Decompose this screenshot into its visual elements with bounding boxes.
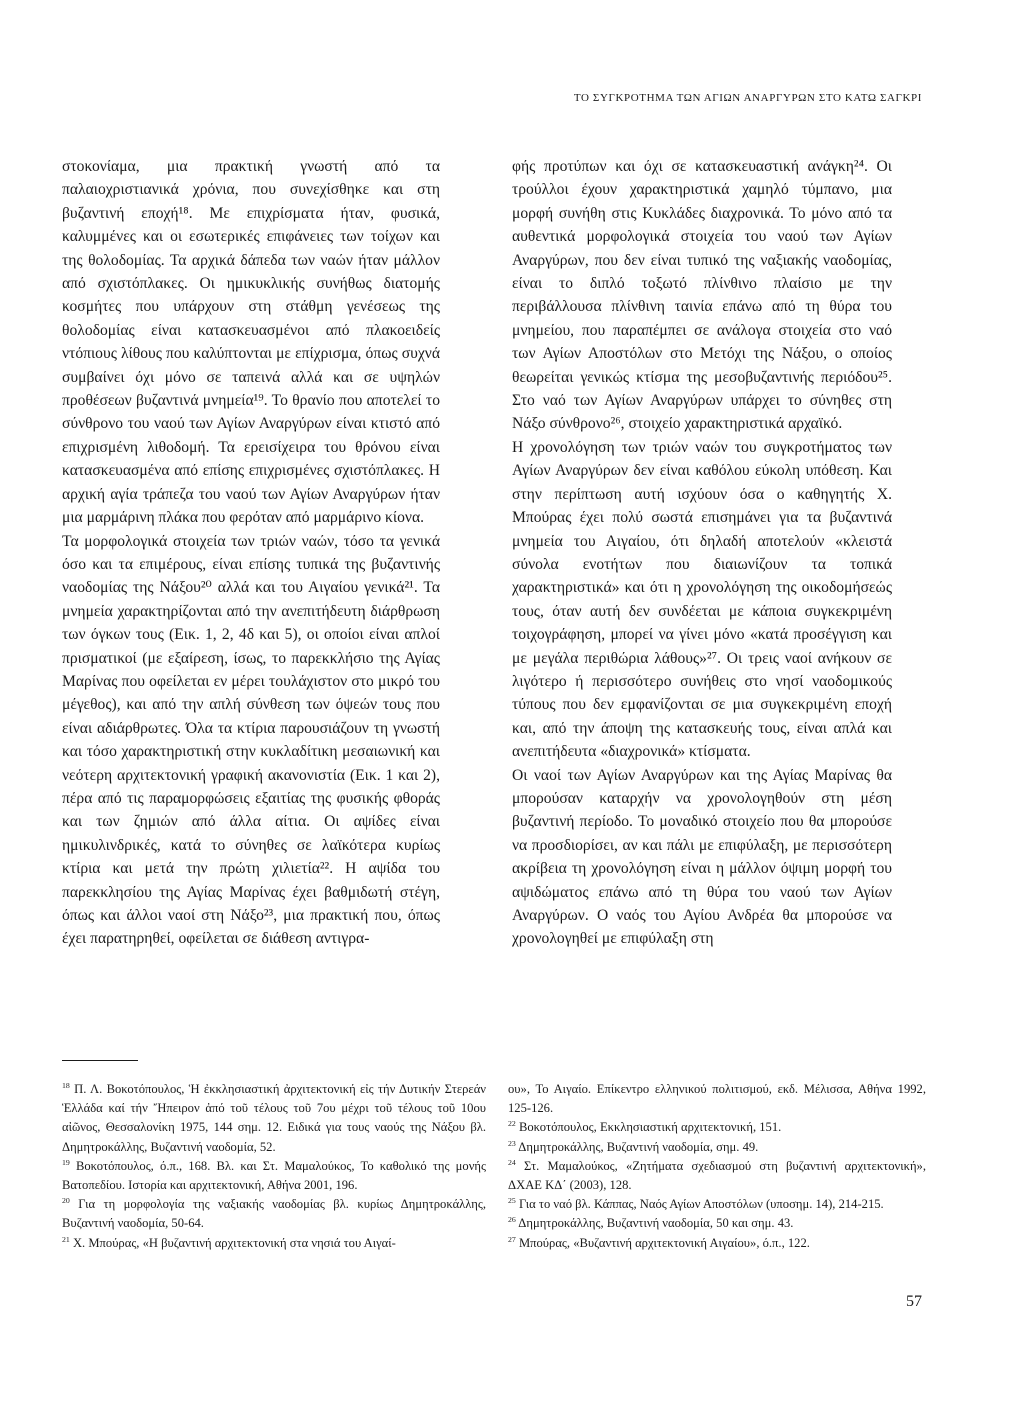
paragraph: Οι ναοί των Αγίων Αναργύρων και της Αγίας Μαρίνας θα μπορούσαν καταρχήν να χρονολογηθούν στη μέση βυζαντινή περίοδο. Το μοναδικό στοιχείο που θα μπορούσε να προσδιορίσει, αν και πάλι με επιφύλαξη, με περισσότερη ακρίβεια τη χρονολόγηση είναι η μάλλον όψιμη μορφή του αψιδώματος επάνω από τη θύρα του ναού των Αγίων Αναργύρων. Ο ναός του Αγίου Ανδρέα θα μπορούσε να χρονολογηθεί με επιφύλαξη στη [512, 766, 892, 948]
footnote [62, 1157, 486, 1195]
footnote-text: Δημητροκάλλης, Βυζαντινή ναοδομία, 50 και σημ. 43. [518, 1216, 794, 1231]
footnote-text: Χ. Μπούρας, «Η βυζαντινή αρχιτεκτονική στα νησιά του Αιγαί- [72, 1235, 396, 1250]
footnote-number: 23 [508, 1138, 516, 1148]
footnote-text: Δημητροκάλλης, Βυζαντινή ναοδομία, σημ. 49. [518, 1139, 759, 1154]
paragraph: Η χρονολόγηση των τριών ναών του συγκροτήματος των Αγίων Αναργύρων δεν είναι καθόλου εύκολη υπόθεση. Και στην περίπτωση αυτή ισχύουν όσα ο καθηγητής Χ. Μπούρας έχει πολύ σωστά επισημάνει για τα βυζαντινά μνημεία του Αιγαίου, ότι δηλαδή αποτελούν «κλειστά σύνολα ενοτήτων που διαιωνίζουν τα τοπικά χαρακτηριστικά» και ότι η χρονολόγηση της οικοδομήσεώς τους, όταν αυτή δεν συνδέεται με κάποια συγκεκριμένη τοιχογράφηση, μπορεί να γίνει μόνο «κατά προσέγγιση και με μεγάλα περιθώρια λάθους»²⁷. Οι τρεις ναοί ανήκουν σε λιγότερο ή περισσότερο συνήθεις στο νησί ναοδομικούς τύπους που δεν εμφανίζονται σε μια συγκεκριμένη εποχή και, από την άποψη της κατασκευής τους, είναι απλά και ανεπιτήδευτα «διαχρονικά» κτίσματα. [512, 438, 892, 761]
footnote [508, 1195, 926, 1214]
footnote [508, 1118, 926, 1137]
footnote-divider [62, 1060, 138, 1061]
footnote-text: Π. Λ. Βοκοτόπουλος, Ἡ ἐκκλησιαστική ἀρχιτεκτονική εἰς τήν Δυτικήν Στερεάν Ἑλλάδα καί τήν Ἤπειρον ἀπό τοῦ τέλους τοῦ 7ου μέχρι τοῦ τέλους τοῦ 10ου αἰῶνος, Θεσσαλονίκη 1975, 144 σημ. 12. Ειδικά για τους ναούς της Νάξου βλ. Δημητροκάλλης, Βυζαντινή ναοδομία, 52. [62, 1082, 486, 1154]
paragraph: στοκονίαμα, μια πρακτική γνωστή από τα παλαιοχριστιανικά χρόνια, που συνεχίσθηκε και στη βυζαντινή εποχή¹⁸. Με επιχρίσματα ήταν, φυσικά, καλυμμένες και οι εσωτερικές επιφάνειες των τοίχων και της θολοδομίας. Τα αρχικά δάπεδα των ναών ήταν μάλλον από σχιστόπλακες. Οι ημικυκλικής συνήθως διατομής κοσμήτες που υπάρχουν στη στάθμη γενέσεως της θολοδομίας είναι κατασκευασμένοι από πλακοειδείς ντόπιους λίθους που καλύπτονται με επίχρισμα, όπως συχνά συμβαίνει όχι μόνο σε ταπεινά αλλά και σε υψηλών προθέσεων βυζαντινά μνημεία¹⁹. Το θρανίο που αποτελεί το σύνθρονο του ναού των Αγίων Αναργύρων είναι κτιστό από επιχρισμένη λιθοδομή. Τα ερεισίχειρα του θρόνου είναι κατασκευασμένα από επίσης επιχρισμένες σχιστόπλακες. Η αρχική αγία τράπεζα του ναού των Αγίων Αναργύρων ήταν μια μαρμάρινη πλάκα που φερόταν από μαρμάρινο κίονα. [62, 158, 440, 527]
footnote [62, 1195, 486, 1233]
footnote [62, 1080, 486, 1157]
footnote-text: Μπούρας, «Βυζαντινή αρχιτεκτονική Αιγαίου», ό.π., 122. [518, 1235, 810, 1250]
footnote-number: 18 [62, 1080, 70, 1090]
footnote-number: 21 [62, 1234, 70, 1244]
footnote-number: 19 [62, 1157, 70, 1167]
paragraph: Τα μορφολογικά στοιχεία των τριών ναών, τόσο τα γενικά όσο και τα επιμέρους, είναι επίσης τυπικά της βυζαντινής ναοδομίας της Νάξου²⁰ αλλά και του Αιγαίου γενικά²¹. Τα μνημεία χαρακτηρίζονται από την ανεπιτήδευτη διάρθρωση των όγκων τους (Εικ. 1, 2, 4δ και 5), οι οποίοι είναι απλοί πρισματικοί (με εξαίρεση, ίσως, το παρεκκλήσιο της Αγίας Μαρίνας που οφείλεται εν μέρει τουλάχιστον στο μικρό του μέγεθος), και από την απλή σύνθεση των όψεών τους που είναι αδιάρθρωτες. Όλα τα κτίρια παρουσιάζουν τη γνωστή και τόσο χαρακτηριστική στην κυκλαδίτικη μεσαιωνική και νεότερη αρχιτεκτονική γραφική ακανονιστία (Εικ. 1 και 2), πέρα από τις παραμορφώσεις εξαιτίας της φυσικής φθοράς και των ζημιών από άλλα αίτια. Οι αψίδες είναι ημικυλινδρικές, κατά το σύνηθες σε λαϊκότερα κυρίως κτίρια και μετά την πρώτη χιλιετία²². Η αψίδα του παρεκκλησίου της Αγίας Μαρίνας έχει βαθμιδωτή στέγη, όπως και άλλοι ναοί στη Νάξο²³, μια πρακτική που, όπως έχει παρατηρηθεί, οφείλεται σε διάθεση αντιγρα- [62, 532, 440, 948]
footnote-continuation [508, 1080, 926, 1118]
footnote-text: Για το ναό βλ. Κάππας, Ναός Αγίων Αποστόλων (υποσημ. 14), 214-215. [518, 1197, 884, 1212]
page-number: 57 [906, 1293, 922, 1310]
footnotes-right [508, 1080, 926, 1253]
footnote-number: 26 [508, 1215, 516, 1225]
footnote-text: Για τη μορφολογία της ναξιακής ναοδομίας βλ. κυρίως Δημητροκάλλης, Βυζαντινή ναοδομία, 50-64. [62, 1197, 486, 1231]
paragraph: φής προτύπων και όχι σε κατασκευαστική ανάγκη²⁴. Οι τρούλλοι έχουν χαρακτηριστικά χαμηλό τύμπανο, μια μορφή συνήθη στις Κυκλάδες διαχρονικά. Το μόνο από τα αυθεντικά μορφολογικά στοιχεία του ναού των Αγίων Αναργύρων, που δεν είναι τυπικό της ναξιακής ναοδομίας, είναι το διπλό τοξωτό πλίνθινο πλαίσιο με την περιβάλλουσα πλίνθινη ταινία επάνω από τη θύρα του μνημείου, που παραπέμπει σε ανάλογα στοιχεία στο ναό των Αγίων Αποστόλων στο Μετόχι της Νάξου, ο οποίος θεωρείται γενικώς κτίσμα της μεσοβυζαντινής περιόδου²⁵. Στο ναό των Αγίων Αναργύρων υπάρχει το σύνηθες στη Νάξο σύνθρονο²⁶, στοιχείο χαρακτηριστικά αρχαϊκό. [512, 158, 892, 433]
footnote-number: 25 [508, 1196, 516, 1206]
footnote-text: Στ. Μαμαλούκος, «Ζητήματα σχεδιασμού στη βυζαντινή αρχιτεκτονική», ΔΧΑΕ ΚΔ΄ (2003), 128. [508, 1158, 926, 1193]
footnote-text: ου», Το Αιγαίο. Επίκεντρο ελληνικού πολιτισμού, εκδ. Μέλισσα, Αθήνα 1992, 125-126. [508, 1082, 926, 1116]
footnote-text: Βοκοτόπουλος, ό.π., 168. Βλ. και Στ. Μαμαλούκος, Το καθολικό της μονής Βατοπεδίου. Ιστορία και αρχιτεκτονική, Αθήνα 2001, 196. [62, 1158, 486, 1193]
running-header: ΤΟ ΣΥΓΚΡΟΤΗΜΑ ΤΩΝ ΑΓΙΩΝ ΑΝΑΡΓΥΡΩΝ ΣΤΟ ΚΑΤΩ ΣΑΓΚΡΙ [573, 92, 922, 104]
footnote-number: 27 [508, 1234, 516, 1244]
footnote [508, 1138, 926, 1157]
footnote-number: 24 [508, 1157, 516, 1167]
footnote-number: 20 [62, 1196, 70, 1206]
footnote [508, 1214, 926, 1233]
footnote [508, 1234, 926, 1253]
body-column-right [512, 155, 892, 951]
footnote-text: Βοκοτόπουλος, Εκκλησιαστική αρχιτεκτονική, 151. [518, 1120, 782, 1135]
footnote [62, 1234, 486, 1253]
body-column-left [62, 155, 440, 951]
footnotes-left [62, 1080, 486, 1253]
footnote [508, 1157, 926, 1195]
footnote-number: 22 [508, 1119, 516, 1129]
